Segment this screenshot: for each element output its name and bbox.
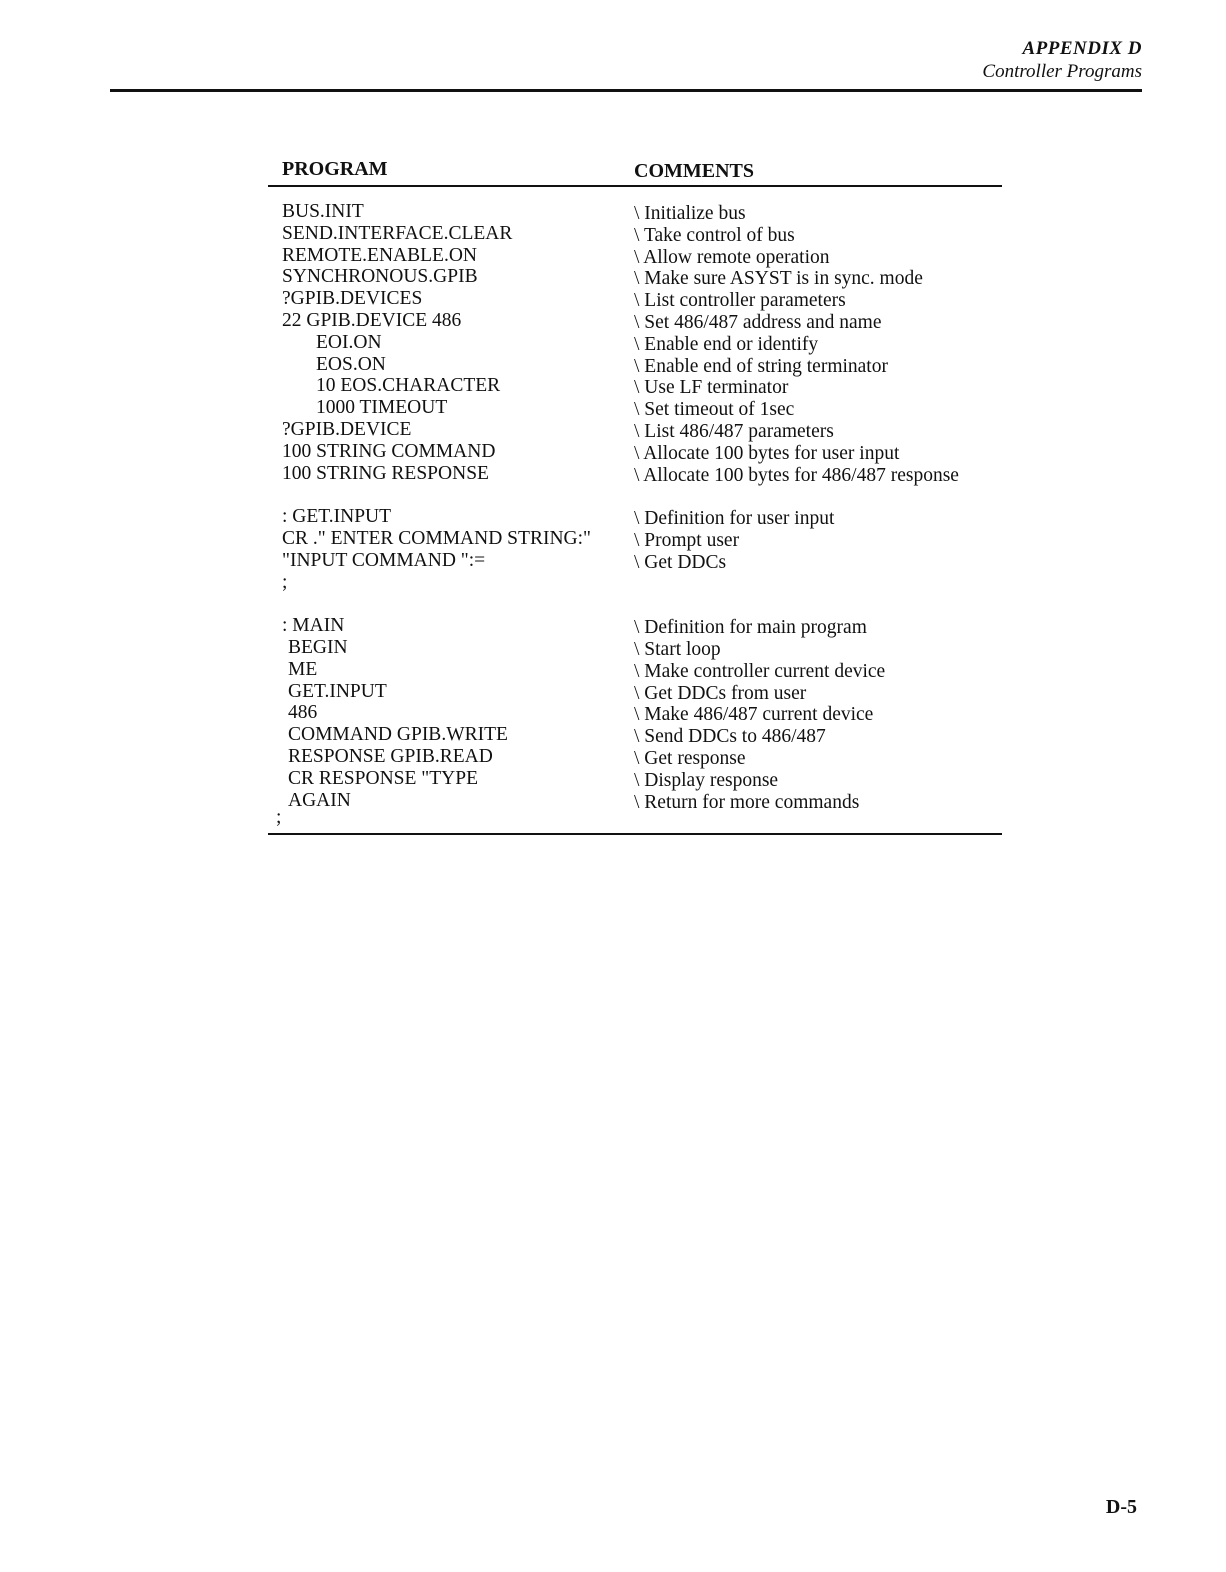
table-row <box>268 266 1002 288</box>
comment-line: \ Allocate 100 bytes for user input <box>634 442 900 464</box>
header-rule <box>110 89 1142 92</box>
comment-line: \ Get DDCs <box>634 551 727 573</box>
running-header <box>982 37 1142 83</box>
section-subtitle: Controller Programs <box>982 61 1142 82</box>
comment-line: \ Send DDCs to 486/487 <box>634 726 826 748</box>
program-line: ME <box>288 658 318 680</box>
table-row <box>268 245 1002 267</box>
table-row <box>268 310 1002 332</box>
table-row <box>268 572 1002 594</box>
program-line: BEGIN <box>288 636 348 658</box>
comment-line: \ Set 486/487 address and name <box>634 311 882 333</box>
comment-line: \ Enable end of string terminator <box>634 355 888 377</box>
program-line: COMMAND GPIB.WRITE <box>288 724 508 746</box>
table-row <box>268 528 1002 550</box>
comment-line: \ Definition for main program <box>634 617 867 639</box>
program-line: RESPONSE GPIB.READ <box>288 745 493 767</box>
comment-line: \ Make 486/487 current device <box>634 704 874 726</box>
comment-line: \ Take control of bus <box>634 224 795 246</box>
comment-line: \ Get DDCs from user <box>634 682 807 704</box>
program-table <box>268 158 1002 835</box>
program-line: ?GPIB.DEVICES <box>282 288 423 310</box>
comment-line: \ Get response <box>634 747 746 769</box>
comment-line: \ Make sure ASYST is in sync. mode <box>634 268 923 290</box>
table-row <box>268 397 1002 419</box>
program-line: SYNCHRONOUS.GPIB <box>282 266 478 288</box>
table-row <box>268 615 1002 637</box>
comment-line: \ Display response <box>634 769 779 791</box>
comment-line: \ Enable end or identify <box>634 333 819 355</box>
table-row <box>268 332 1002 354</box>
program-line: "INPUT COMMAND ":= <box>282 549 486 571</box>
comment-line: \ Make controller current device <box>634 660 886 682</box>
table-row <box>268 637 1002 659</box>
comments-column-header: COMMENTS <box>634 160 754 182</box>
program-column-header: PROGRAM <box>282 158 388 180</box>
program-line: 100 STRING RESPONSE <box>282 462 489 484</box>
program-line: 10 EOS.CHARACTER <box>316 375 501 397</box>
program-line: AGAIN <box>288 789 351 811</box>
comment-line: \ Start loop <box>634 638 721 660</box>
table-row <box>268 506 1002 528</box>
program-line: CR RESPONSE "TYPE <box>288 767 479 789</box>
page-number: D-5 <box>1105 1496 1137 1518</box>
comment-line: \ Definition for user input <box>634 508 835 530</box>
table-row <box>268 463 1002 485</box>
program-line: 100 STRING COMMAND <box>282 440 496 462</box>
comment-line: \ Initialize bus <box>634 203 746 224</box>
table-row <box>268 419 1002 441</box>
code-group-get-input <box>268 506 1002 593</box>
code-group-main <box>268 615 1002 811</box>
comment-line: \ List 486/487 parameters <box>634 420 834 442</box>
table-row <box>268 550 1002 572</box>
table-row <box>268 659 1002 681</box>
comment-line: \ Use LF terminator <box>634 377 789 399</box>
table-header <box>268 158 1002 185</box>
program-line: ; <box>282 571 288 593</box>
program-line: ; <box>276 807 282 829</box>
program-line: BUS.INIT <box>282 201 364 222</box>
comment-line: \ List controller parameters <box>634 290 846 312</box>
appendix-title: APPENDIX D <box>1022 38 1142 59</box>
program-line: EOS.ON <box>316 353 386 375</box>
table-row <box>268 768 1002 790</box>
table-row <box>268 223 1002 245</box>
group-gap <box>268 593 1002 615</box>
comment-line: \ Set timeout of 1sec <box>634 399 795 421</box>
program-line: 486 <box>288 702 318 724</box>
comment-line: \ Allocate 100 bytes for 486/487 response <box>634 464 959 486</box>
table-row <box>268 807 1002 833</box>
program-line: GET.INPUT <box>288 680 387 702</box>
table-header-rule <box>268 185 1002 187</box>
comment-line: \ Allow remote operation <box>634 246 830 268</box>
table-row <box>268 746 1002 768</box>
comment-line: \ Prompt user <box>634 529 740 551</box>
table-bottom-rule <box>268 833 1002 835</box>
program-line: EOI.ON <box>316 331 382 353</box>
table-row <box>268 375 1002 397</box>
code-group-setup <box>268 201 1002 484</box>
comment-line: \ Return for more commands <box>634 791 860 813</box>
table-row <box>268 441 1002 463</box>
group-gap <box>268 484 1002 506</box>
program-line: REMOTE.ENABLE.ON <box>282 244 477 266</box>
program-line: 22 GPIB.DEVICE 486 <box>282 309 462 331</box>
table-row <box>268 201 1002 223</box>
program-line: CR ." ENTER COMMAND STRING:" <box>282 527 591 549</box>
program-line: : MAIN <box>282 615 345 637</box>
table-row <box>268 702 1002 724</box>
table-row <box>268 681 1002 703</box>
program-line: 1000 TIMEOUT <box>316 397 448 419</box>
table-body <box>268 201 1002 833</box>
program-line: SEND.INTERFACE.CLEAR <box>282 222 513 244</box>
program-line: ?GPIB.DEVICE <box>282 418 412 440</box>
table-row <box>268 354 1002 376</box>
program-line: : GET.INPUT <box>282 506 392 528</box>
table-row <box>268 288 1002 310</box>
table-row <box>268 790 1002 812</box>
table-row <box>268 724 1002 746</box>
